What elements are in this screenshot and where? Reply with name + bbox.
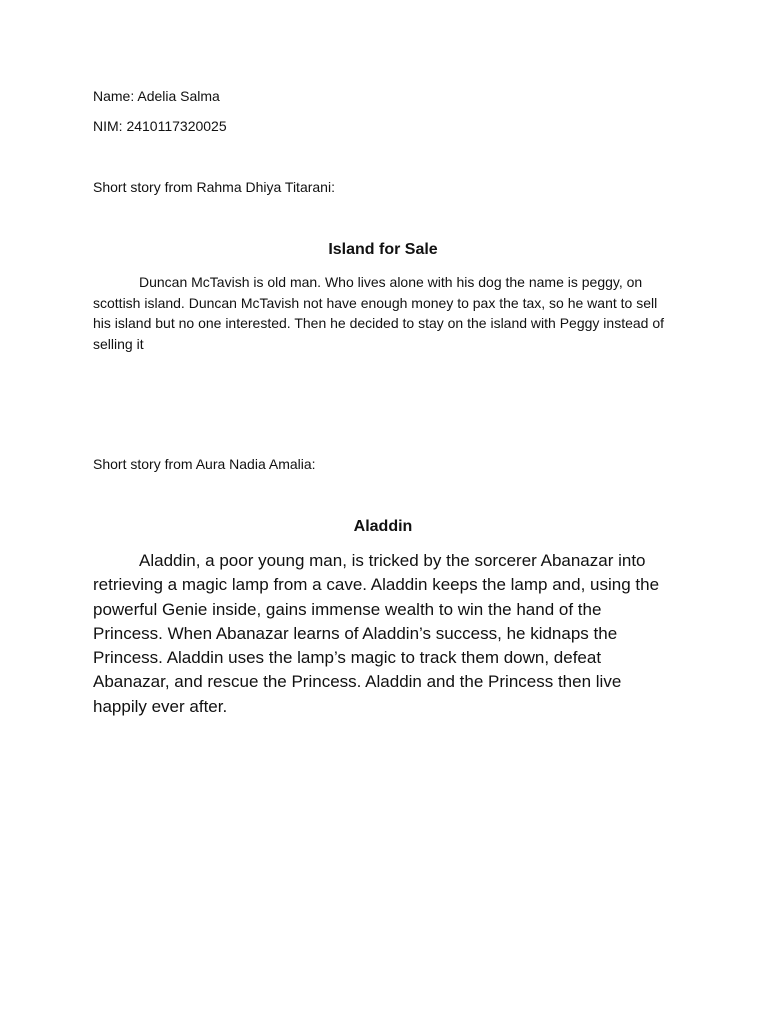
student-name: Name: Adelia Salma [93,88,220,104]
story-intro-1: Short story from Rahma Dhiya Titarani: [93,179,335,195]
story-title-2: Aladdin [353,518,413,535]
story-intro-2: Short story from Aura Nadia Amalia: [93,456,316,472]
story-body-2: Aladdin, a poor young man, is tricked by the sorcerer Abanazar into retrieving a magic lamp from a cave. Aladdin keeps the lamp and, using the powerful Genie inside, gains immense wealth to win the hand of the Princess. When Abanazar learns of Aladdin’s success, he kidnaps the Princess. Aladdin uses the lamp’s magic to track them down, defeat Abanazar, and rescue the Princess. Aladdin and the Princess then live happily ever after. [93,551,660,716]
story-title-1: Island for Sale [328,241,438,258]
student-nim: NIM: 2410117320025 [93,118,227,134]
story-body-1: Duncan McTavish is old man. Who lives alone with his dog the name is peggy, on scottish island. Duncan McTavish not have enough money to pax the tax, so he want to sell his island but no one interested. Then he decided to stay on the island with Peggy instead of selling it [93,274,665,353]
